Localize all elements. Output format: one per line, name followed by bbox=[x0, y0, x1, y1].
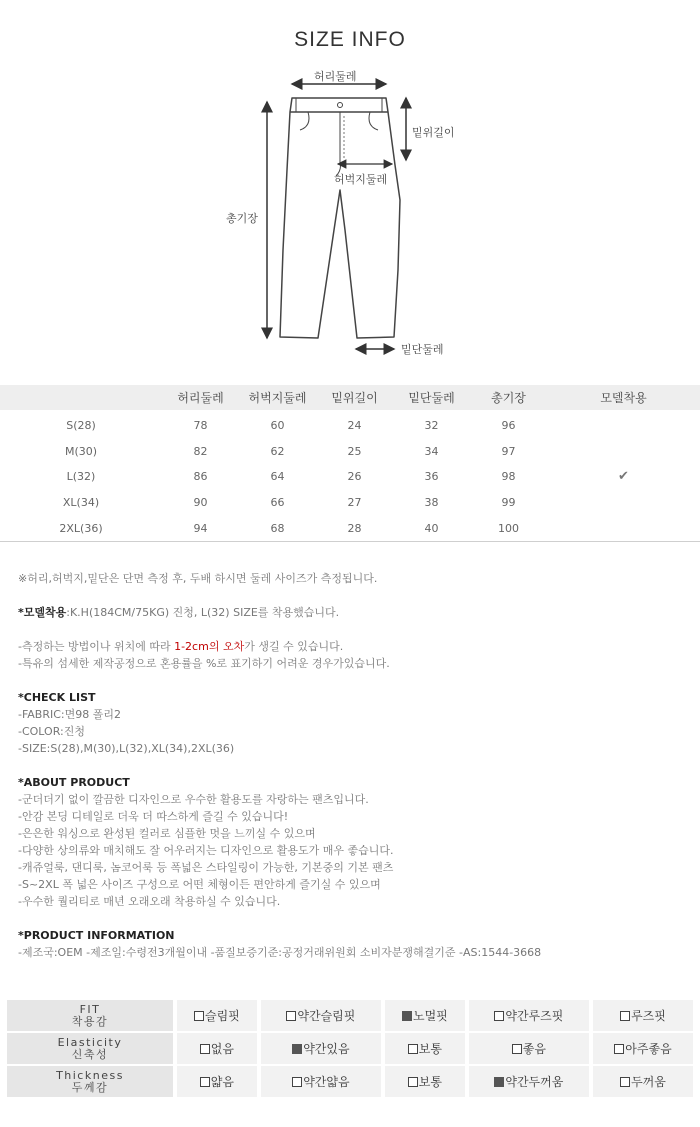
size-table-header bbox=[0, 385, 700, 410]
fit-label-en: FIT bbox=[79, 1002, 101, 1016]
empty-box-icon bbox=[200, 1077, 210, 1087]
fit-option-label: 약간루즈핏 bbox=[505, 1009, 564, 1023]
checked-box-icon bbox=[402, 1011, 412, 1021]
table-row bbox=[0, 515, 700, 541]
value-cell: 100 bbox=[498, 521, 519, 535]
product-info: -제조국:OEM -제조일:수령전3개월이내 -품질보증기준:공정거래위원회 소비자분쟁해결기준 -AS:1544-3668 bbox=[18, 946, 542, 959]
fit-label-ko: 두께감 bbox=[71, 1080, 109, 1094]
value-cell: 90 bbox=[193, 496, 208, 510]
check-list-title: *CHECK LIST bbox=[18, 691, 96, 704]
table-row bbox=[0, 464, 700, 490]
table-row bbox=[0, 439, 700, 465]
header-thigh: 허벅지둘레 bbox=[248, 391, 307, 405]
list-item: -SIZE:S(28),M(30),L(32),XL(34),2XL(36) bbox=[18, 742, 235, 755]
table-row bbox=[0, 410, 700, 439]
value-cell: 99 bbox=[501, 496, 516, 510]
empty-box-icon bbox=[286, 1011, 296, 1021]
list-item: -다양한 상의류와 매치해도 잘 어우러지는 디자인으로 활용도가 매우 좋습니다. bbox=[18, 844, 394, 857]
fit-option bbox=[469, 1033, 589, 1064]
list-item: -우수한 퀄리티로 매년 오래오래 착용하실 수 있습니다. bbox=[18, 895, 281, 908]
length-label: 총기장 bbox=[226, 212, 258, 225]
model-cell bbox=[547, 515, 700, 541]
size-cell: 2XL(36) bbox=[59, 521, 103, 535]
fit-label-en: Thickness bbox=[56, 1068, 124, 1082]
size-cell: S(28) bbox=[66, 419, 96, 433]
fabric-mix-note: -특유의 섬세한 제작공정으로 혼용률을 %로 표기하기 어려운 경우가있습니다. bbox=[18, 657, 390, 670]
size-cell: XL(34) bbox=[62, 496, 100, 510]
model-text: :K.H(184CM/75KG) 진청, L(32) SIZE를 착용했습니다. bbox=[66, 606, 340, 619]
value-cell: 64 bbox=[270, 470, 285, 484]
list-item: -군더더기 없이 깔끔한 디자인으로 우수한 활용도를 자랑하는 팬츠입니다. bbox=[18, 793, 369, 806]
value-cell: 26 bbox=[347, 470, 362, 484]
list-item: -COLOR:진청 bbox=[18, 725, 85, 738]
fit-option bbox=[385, 1066, 465, 1097]
fit-option bbox=[261, 1066, 381, 1097]
value-cell: 86 bbox=[193, 470, 208, 484]
fit-option bbox=[593, 1033, 693, 1064]
value-cell: 40 bbox=[424, 521, 439, 535]
value-cell: 66 bbox=[270, 496, 285, 510]
fit-option bbox=[469, 1000, 589, 1031]
product-notes bbox=[18, 570, 688, 961]
empty-box-icon bbox=[614, 1044, 624, 1054]
fit-option-label: 보통 bbox=[418, 1042, 442, 1056]
fit-option bbox=[469, 1066, 589, 1097]
fit-label-en: Elasticity bbox=[57, 1035, 123, 1049]
value-cell: 25 bbox=[347, 444, 362, 458]
rise-label: 밑위길이 bbox=[412, 126, 455, 139]
list-item: -FABRIC:면98 폴리2 bbox=[18, 708, 122, 721]
value-cell: 68 bbox=[270, 521, 285, 535]
fit-option bbox=[177, 1000, 257, 1031]
page-title: SIZE INFO bbox=[294, 28, 406, 51]
pants-diagram-svg bbox=[0, 0, 700, 380]
fit-option bbox=[177, 1066, 257, 1097]
size-cell: L(32) bbox=[66, 470, 96, 484]
fit-option bbox=[261, 1033, 381, 1064]
header-hem: 밑단둘레 bbox=[408, 391, 455, 405]
value-cell: 38 bbox=[424, 496, 439, 510]
measure-note: ※허리,허벅지,밑단은 단면 측정 후, 두배 하시면 둘레 사이즈가 측정됩니다. bbox=[18, 572, 378, 585]
fit-option-label: 약간슬림핏 bbox=[297, 1009, 356, 1023]
header-length: 총기장 bbox=[491, 391, 526, 405]
model-label: *모델착용 bbox=[18, 606, 67, 619]
value-cell: 78 bbox=[193, 419, 208, 433]
waist-label: 허리둘레 bbox=[314, 70, 357, 83]
fit-row bbox=[7, 1000, 693, 1031]
fit-label-ko: 착용감 bbox=[71, 1014, 109, 1028]
value-cell: 98 bbox=[501, 470, 516, 484]
header-model: 모델착용 bbox=[600, 391, 647, 405]
empty-box-icon bbox=[620, 1077, 630, 1087]
list-item: -S~2XL 폭 넓은 사이즈 구성으로 어떤 체형이든 편안하게 즐기실 수 있으며 bbox=[18, 878, 381, 891]
list-item: -캐쥬얼룩, 댄디룩, 놈코어룩 등 폭넓은 스타일링이 가능한, 기본중의 기본 팬츠 bbox=[18, 861, 394, 874]
empty-box-icon bbox=[292, 1077, 302, 1087]
model-cell bbox=[547, 464, 700, 490]
value-cell: 97 bbox=[501, 444, 516, 458]
fit-row-label bbox=[7, 1033, 173, 1064]
fit-option-label: 약간있음 bbox=[303, 1042, 350, 1056]
value-cell: 82 bbox=[193, 444, 208, 458]
model-cell bbox=[547, 439, 700, 465]
thigh-label: 허벅지둘레 bbox=[334, 173, 388, 186]
header-rise: 밑위길이 bbox=[331, 391, 378, 405]
table-row bbox=[0, 490, 700, 516]
checked-box-icon bbox=[494, 1077, 504, 1087]
error-prefix: -측정하는 방법이나 위치에 따라 bbox=[18, 640, 175, 653]
fit-option-label: 없음 bbox=[210, 1042, 234, 1056]
value-cell: 27 bbox=[347, 496, 362, 510]
empty-box-icon bbox=[494, 1011, 504, 1021]
fit-option-label: 아주좋음 bbox=[625, 1042, 672, 1056]
fit-option-label: 약간두꺼움 bbox=[505, 1075, 564, 1089]
empty-box-icon bbox=[512, 1044, 522, 1054]
value-cell: 24 bbox=[347, 419, 362, 433]
fit-option-label: 얇음 bbox=[210, 1075, 234, 1089]
fit-option bbox=[593, 1066, 693, 1097]
header-waist: 허리둘레 bbox=[177, 391, 224, 405]
value-cell: 94 bbox=[193, 521, 208, 535]
check-icon: ✔ bbox=[618, 469, 629, 485]
value-cell: 28 bbox=[347, 521, 362, 535]
fit-option-label: 슬림핏 bbox=[205, 1009, 240, 1023]
pants-outline bbox=[280, 98, 400, 338]
fit-option bbox=[593, 1000, 693, 1031]
checked-box-icon bbox=[292, 1044, 302, 1054]
pants-diagram bbox=[0, 0, 700, 380]
fit-option bbox=[385, 1000, 465, 1031]
model-cell bbox=[547, 490, 700, 516]
error-note bbox=[18, 638, 688, 655]
info-title: *PRODUCT INFORMATION bbox=[18, 929, 175, 942]
empty-box-icon bbox=[200, 1044, 210, 1054]
fit-option-label: 약간얇음 bbox=[303, 1075, 350, 1089]
fit-row-label bbox=[7, 1066, 173, 1097]
empty-box-icon bbox=[194, 1011, 204, 1021]
value-cell: 60 bbox=[270, 419, 285, 433]
about-title: *ABOUT PRODUCT bbox=[18, 776, 130, 789]
fit-option-label: 보통 bbox=[418, 1075, 442, 1089]
fit-row bbox=[7, 1066, 693, 1097]
error-suffix: 가 생길 수 있습니다. bbox=[244, 640, 344, 653]
list-item: -안감 본딩 디테일로 더욱 더 따스하게 즐길 수 있습니다! bbox=[18, 810, 289, 823]
fit-option-label: 좋음 bbox=[522, 1042, 546, 1056]
model-cell bbox=[547, 410, 700, 439]
hem-label: 밑단둘레 bbox=[401, 343, 444, 356]
fit-table bbox=[7, 998, 693, 1099]
empty-box-icon bbox=[408, 1077, 418, 1087]
size-table bbox=[0, 385, 700, 542]
empty-box-icon bbox=[620, 1011, 630, 1021]
value-cell: 36 bbox=[424, 470, 439, 484]
value-cell: 32 bbox=[424, 419, 439, 433]
fit-row-label bbox=[7, 1000, 173, 1031]
error-highlight: 1-2cm의 오차 bbox=[174, 640, 245, 653]
size-header-blank bbox=[0, 385, 162, 410]
list-item: -은은한 워싱으로 완성된 컬러로 심플한 멋을 느끼실 수 있으며 bbox=[18, 827, 316, 840]
fit-option-label: 두꺼움 bbox=[631, 1075, 666, 1089]
empty-box-icon bbox=[408, 1044, 418, 1054]
value-cell: 62 bbox=[270, 444, 285, 458]
fit-row bbox=[7, 1033, 693, 1064]
fit-option-label: 루즈핏 bbox=[631, 1009, 666, 1023]
fit-option-label: 노멀핏 bbox=[412, 1009, 448, 1023]
value-cell: 34 bbox=[424, 444, 439, 458]
fit-option bbox=[177, 1033, 257, 1064]
fit-option bbox=[261, 1000, 381, 1031]
value-cell: 96 bbox=[501, 419, 516, 433]
fit-label-ko: 신축성 bbox=[71, 1047, 109, 1061]
size-cell: M(30) bbox=[64, 444, 98, 458]
model-info bbox=[18, 604, 688, 621]
fit-option bbox=[385, 1033, 465, 1064]
